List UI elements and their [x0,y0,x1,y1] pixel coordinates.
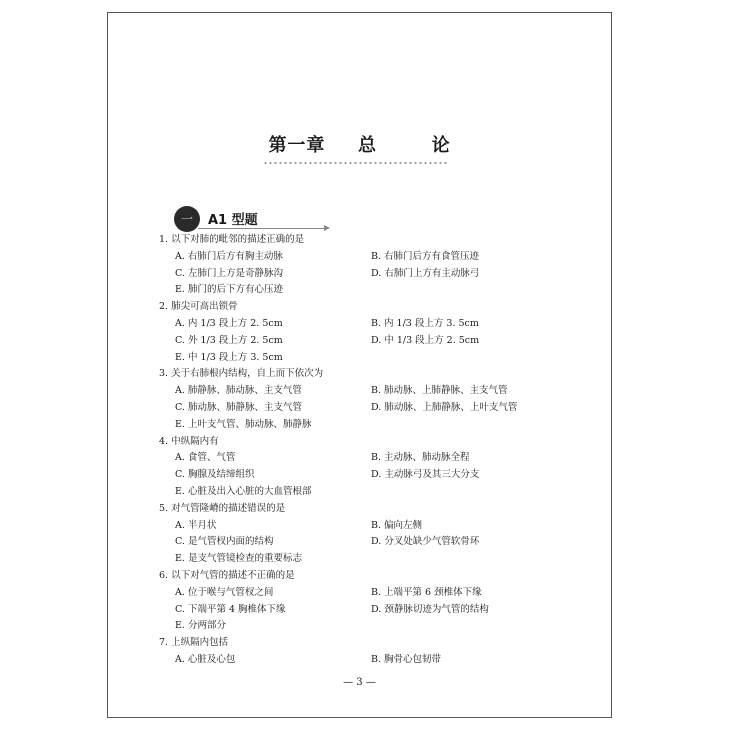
answer-option: B. 肺动脉、上肺静脉、主支气管 [371,385,508,397]
answer-option: B. 胸骨心包韧带 [371,653,442,665]
option-row [159,249,589,266]
option-row [159,534,589,551]
answer-option: C. 左肺门上方是奇静脉沟 [175,267,283,279]
answer-option: D. 右肺门上方有主动脉弓 [371,267,480,279]
answer-option: D. 颈静脉切迹为气管的结构 [371,603,489,615]
arrow-right-icon [324,225,330,231]
section-header [174,206,334,232]
answer-option: C. 胸腺及结缔组织 [175,469,255,481]
option-row [159,282,589,299]
option-row [159,602,589,619]
section-badge: 一 [174,206,200,232]
question-list [159,232,589,669]
chapter-word-1: 总 [358,135,377,156]
option-row [159,618,589,635]
answer-option: B. 偏向左侧 [371,519,423,531]
section-label: A1 型题 [208,213,258,228]
answer-option: A. 右肺门后方有胸主动脉 [175,250,283,262]
answer-option: A. 食管、气管 [175,452,236,464]
title-dotted-rule [263,161,448,165]
answer-option: B. 内 1/3 段上方 3. 5cm [371,317,479,329]
option-row [159,316,589,333]
answer-option: E. 是支气管镜检查的重要标志 [175,553,302,565]
answer-option: D. 主动脉弓及其三大分支 [371,469,480,481]
option-row [159,350,589,367]
question-stem: 3. 关于右肺根内结构，自上而下依次为 [159,368,324,380]
page-number: — 3 — [343,677,376,688]
question-stem: 4. 中纵隔内有 [159,435,219,447]
answer-option: B. 主动脉、肺动脉全程 [371,452,470,464]
answer-option: C. 是气管杈内面的结构 [175,536,274,548]
question-stem: 2. 肺尖可高出锁骨 [159,301,238,313]
answer-option: D. 中 1/3 段上方 2. 5cm [371,334,480,346]
option-row [159,484,589,501]
answer-option: A. 位于喉与气管杈之间 [175,586,274,598]
chapter-title [108,131,611,157]
option-row [159,551,589,568]
answer-option: C. 外 1/3 段上方 2. 5cm [175,334,283,346]
answer-option: C. 肺动脉、肺静脉、主支气管 [175,401,302,413]
option-row [159,383,589,400]
option-row [159,467,589,484]
option-row [159,652,589,669]
chapter-number: 第一章 [268,135,326,156]
answer-option: B. 右肺门后方有食管压迹 [371,250,480,262]
answer-option: A. 半月状 [175,519,217,531]
answer-option: A. 肺静脉、肺动脉、主支气管 [175,385,302,397]
question-stem: 1. 以下对肺的毗邻的描述正确的是 [159,234,305,245]
option-row [159,450,589,467]
option-row [159,266,589,283]
option-row [159,417,589,434]
question-stem: 7. 上纵隔内包括 [159,637,229,649]
section-underline [198,228,326,229]
answer-option: E. 分两部分 [175,620,226,632]
question-stem: 5. 对气管隆嵴的描述错误的是 [159,502,286,514]
option-row [159,518,589,535]
answer-option: C. 下端平第 4 胸椎体下缘 [175,603,286,615]
option-row [159,400,589,417]
answer-option: D. 肺动脉、上肺静脉、上叶支气管 [371,401,518,413]
option-row [159,333,589,350]
answer-option: E. 上叶支气管、肺动脉、肺静脉 [175,418,312,430]
chapter-word-2: 论 [431,135,451,156]
answer-option: A. 内 1/3 段上方 2. 5cm [175,317,283,329]
answer-option: A. 心脏及心包 [175,653,236,665]
question-stem: 6. 以下对气管的描述不正确的是 [159,569,295,581]
answer-option: D. 分叉处缺少气管软骨环 [371,536,480,548]
answer-option: E. 肺门的后下方有心压迹 [175,284,283,296]
answer-option: B. 上端平第 6 颈椎体下缘 [371,586,482,598]
option-row [159,585,589,602]
answer-option: E. 心脏及出入心脏的大血管根部 [175,485,312,497]
answer-option: E. 中 1/3 段上方 3. 5cm [175,351,283,363]
book-page [107,12,612,718]
